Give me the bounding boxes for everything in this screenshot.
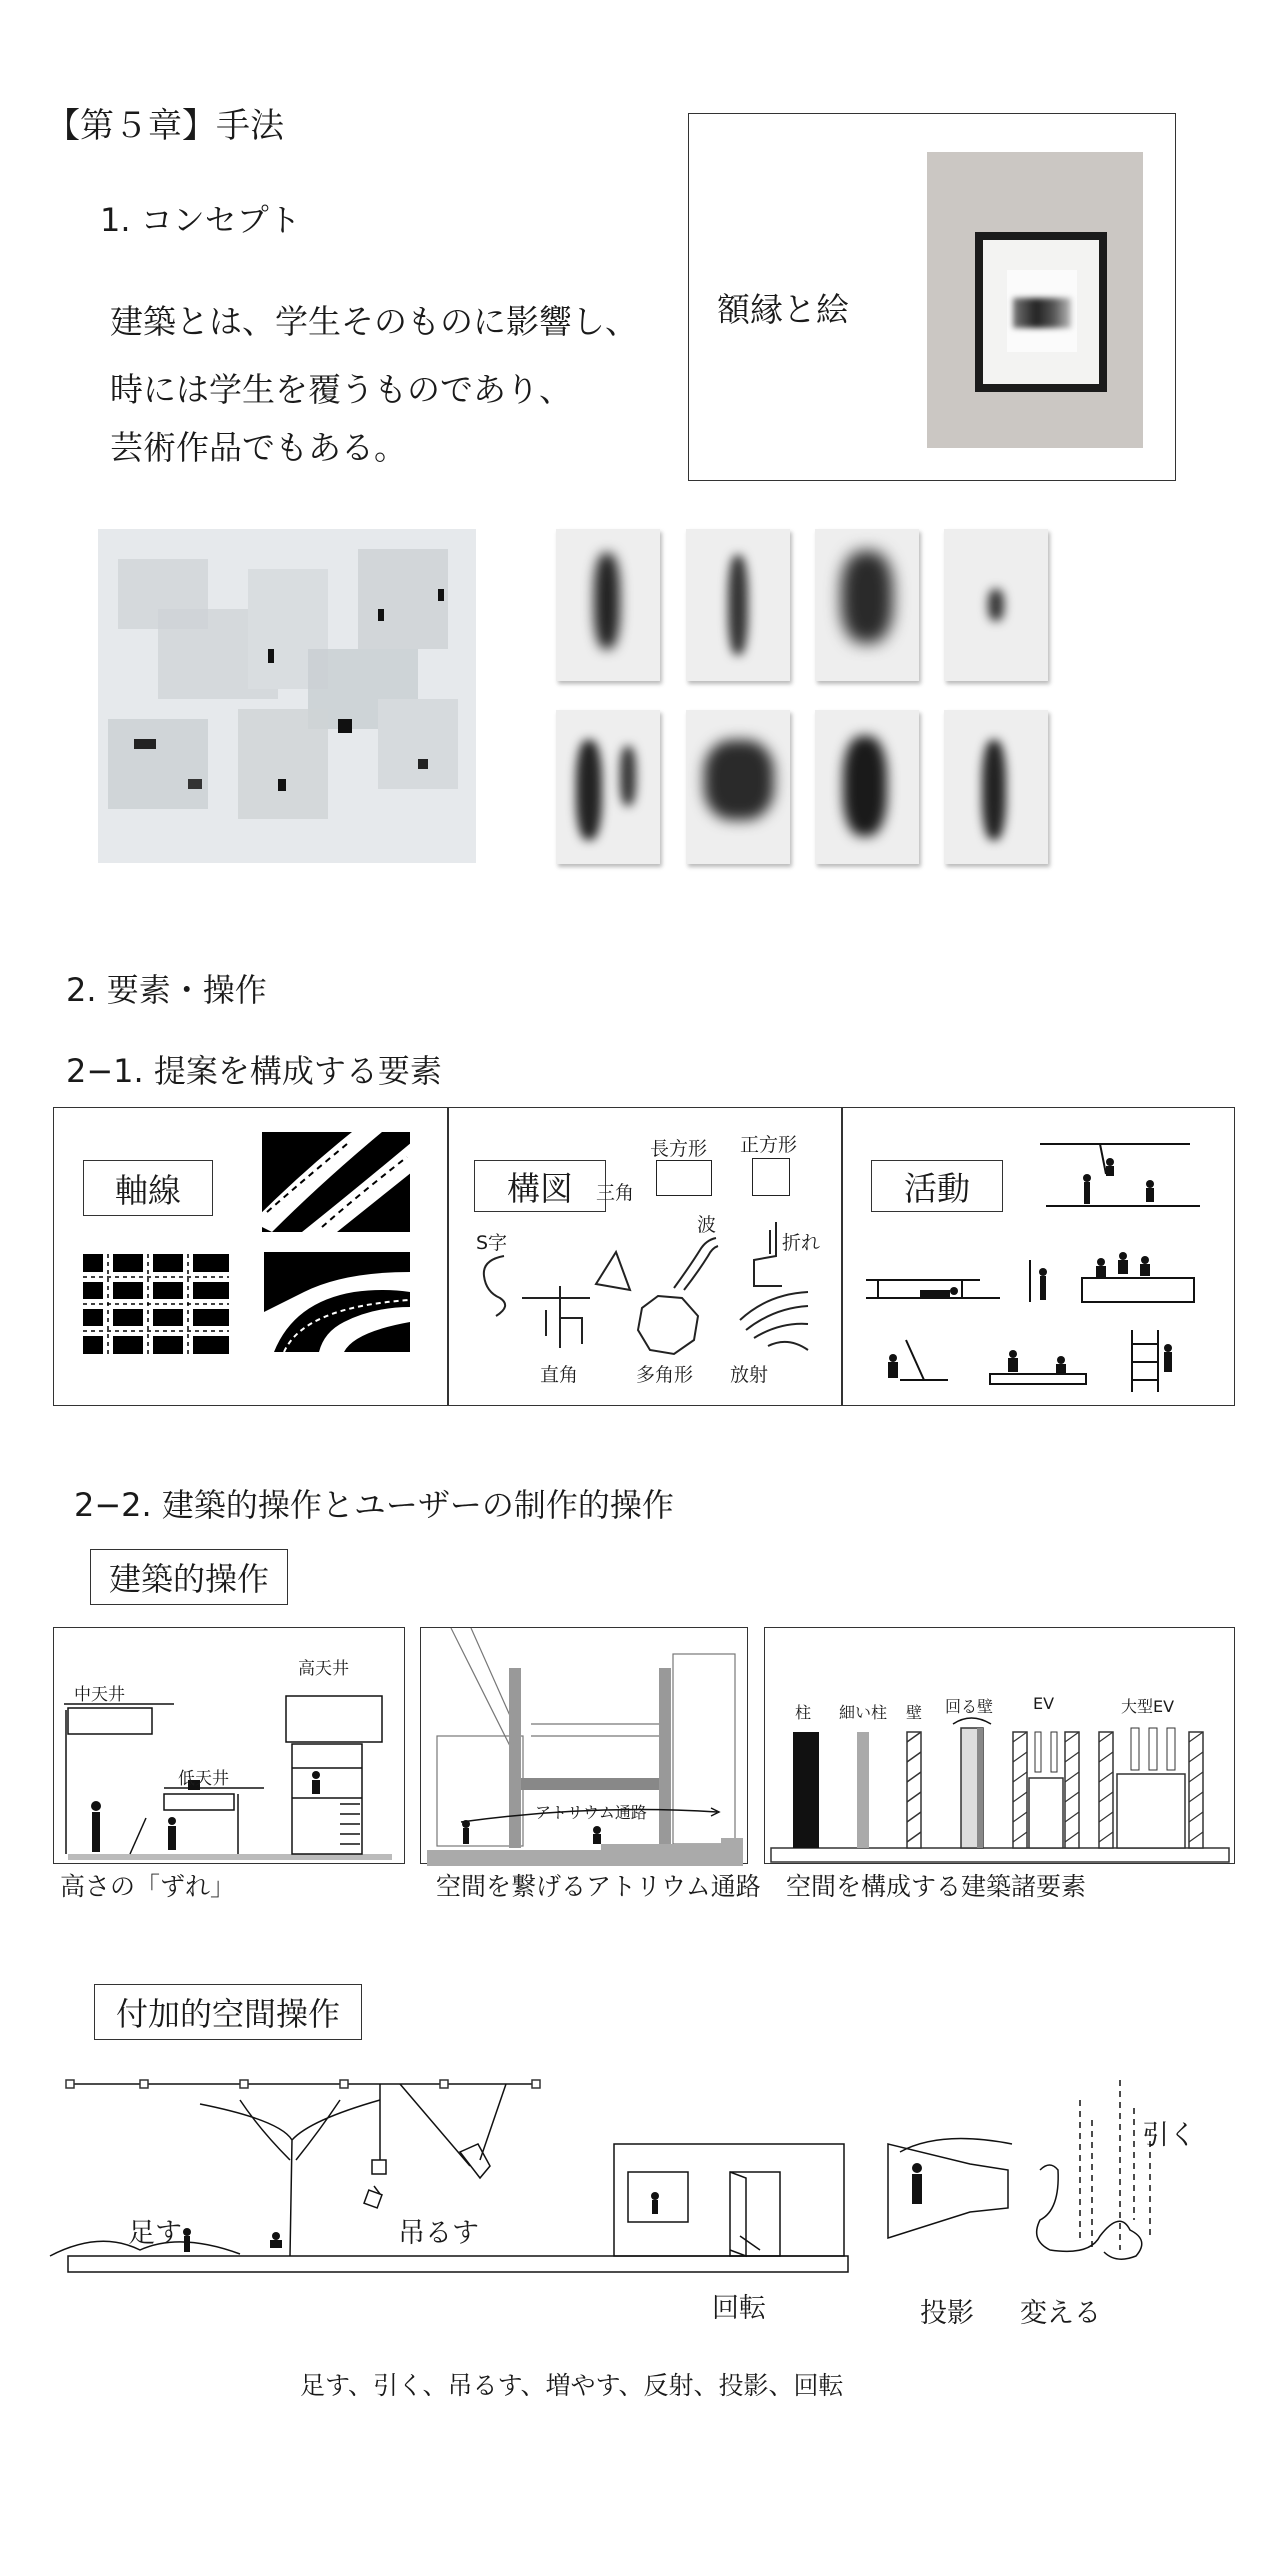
- change-label: 変える: [1020, 2298, 1101, 2329]
- project-label: 投影: [920, 2298, 974, 2329]
- radial-label: 放射: [730, 1364, 769, 1386]
- atrium-caption: 空間を繋げるアトリウム通路: [436, 1872, 761, 1901]
- arch-elements-caption: 空間を構成する建築諸要素: [786, 1872, 1087, 1901]
- concept-line-3: 芸術作品でもある。: [110, 428, 407, 467]
- pillar-label: 柱: [795, 1703, 812, 1722]
- atrium-panel: [420, 1627, 748, 1864]
- frame-label: 額縁と絵: [717, 290, 849, 329]
- picture-frame: [975, 232, 1107, 392]
- composition-label: 構図: [507, 1168, 573, 1208]
- arch-ops-label: 建築的操作: [108, 1560, 269, 1598]
- section2-1-heading: 2−1. 提案を構成する要素: [66, 1052, 442, 1090]
- right-angle-label: 直角: [540, 1364, 579, 1386]
- atrium-label: アトリウム通路: [535, 1803, 647, 1822]
- pull-label: 引く: [1142, 2120, 1196, 2151]
- panel-divider-2: [841, 1107, 843, 1406]
- rotating-wall-label: 回る壁: [945, 1697, 994, 1716]
- rotate-label: 回転: [712, 2293, 766, 2324]
- axis-label: 軸線: [115, 1170, 181, 1210]
- s-shape: [478, 1252, 518, 1318]
- ev-label: EV: [1033, 1694, 1055, 1713]
- section1-heading: 1. コンセプト: [100, 201, 301, 239]
- blur-photo-3: [815, 529, 919, 681]
- polygon-label: 多角形: [636, 1364, 694, 1386]
- mid-ceiling-label: 中天井: [74, 1685, 125, 1705]
- wall-label: 壁: [906, 1703, 923, 1722]
- arch-ops-label-box: [90, 1549, 288, 1605]
- activity-label: 活動: [904, 1168, 970, 1208]
- operations-summary: 足す、引く、吊るす、増やす、反射、投影、回転: [300, 2371, 844, 2400]
- blur-photo-8: [944, 710, 1048, 864]
- section2-heading: 2. 要素・操作: [66, 971, 267, 1009]
- panel-divider-1: [447, 1107, 449, 1406]
- fold-shape: [746, 1220, 786, 1290]
- additive-drawing: [40, 2060, 1220, 2320]
- rect-shape: [656, 1160, 712, 1196]
- concept-line-2: 時には学生を覆うものであり、: [110, 370, 572, 409]
- radial-shape: [738, 1290, 810, 1356]
- square-shape: [752, 1158, 790, 1196]
- additive-label: 付加的空間操作: [115, 1995, 340, 2033]
- axis-curve-pattern: [264, 1252, 410, 1352]
- blur-photo-5: [556, 710, 660, 864]
- thin-pillar-label: 細い柱: [839, 1703, 888, 1722]
- heights-caption: 高さの「ずれ」: [60, 1872, 236, 1901]
- big-ev-label: 大型EV: [1121, 1697, 1175, 1716]
- wave-shape: [670, 1236, 720, 1292]
- frame-figure-box: [688, 113, 1176, 481]
- heights-drawing: [54, 1628, 406, 1865]
- axis-label-box: [83, 1160, 213, 1216]
- blur-photo-2: [686, 529, 790, 681]
- rect-label: 長方形: [650, 1138, 708, 1160]
- axis-diagonal-pattern: [262, 1132, 410, 1232]
- fold-label: 折れ: [782, 1232, 821, 1254]
- axis-grid-pattern: [83, 1254, 229, 1354]
- add-label: 足す: [128, 2218, 182, 2249]
- blur-photo-4: [944, 529, 1048, 681]
- heights-panel: [53, 1627, 405, 1864]
- s-label: S字: [476, 1232, 508, 1254]
- low-ceiling-label: 低天井: [178, 1769, 229, 1789]
- composition-label-box: [474, 1160, 606, 1212]
- chapter-title: 【第５章】手法: [46, 106, 284, 146]
- blur-photo-6: [686, 710, 790, 864]
- arch-elements-panel: [764, 1627, 1235, 1864]
- section2-2-heading: 2−2. 建築的操作とユーザーの制作的操作: [74, 1486, 674, 1524]
- arch-elements-drawing: [765, 1628, 1236, 1865]
- blur-photo-7: [815, 710, 919, 864]
- right-angle-shape: [520, 1284, 600, 1354]
- wave-label: 波: [697, 1214, 717, 1236]
- atrium-drawing: [421, 1628, 749, 1865]
- polygon-shape: [636, 1294, 700, 1356]
- collage-image: [98, 529, 476, 863]
- triangle-label: 三角: [596, 1182, 635, 1204]
- concept-line-1: 建築とは、学生そのものに影響し、: [110, 302, 638, 341]
- blur-photo-1: [556, 529, 660, 681]
- wall-photo: [927, 152, 1143, 448]
- additive-label-box: [94, 1984, 362, 2040]
- activity-sketches: [860, 1130, 1220, 1400]
- square-label: 正方形: [740, 1134, 798, 1156]
- high-ceiling-label: 高天井: [298, 1659, 349, 1679]
- hang-label: 吊るす: [398, 2218, 479, 2249]
